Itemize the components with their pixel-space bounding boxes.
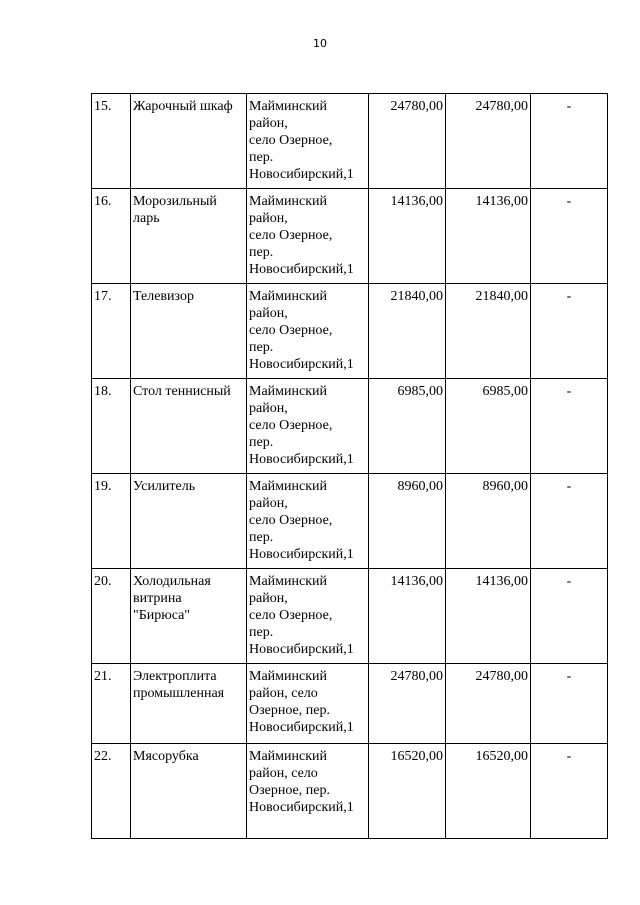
- value-2: 14136,00: [446, 189, 531, 284]
- note-cell: -: [531, 664, 608, 744]
- address-line: Новосибирский,1: [249, 452, 354, 467]
- note-cell: -: [531, 94, 608, 189]
- item-name-line: Усилитель: [133, 479, 196, 494]
- address-line: Озерное, пер.: [249, 783, 330, 798]
- value-1: 24780,00: [369, 664, 446, 744]
- address-line: Новосибирский,1: [249, 357, 354, 372]
- address-line: пер.: [249, 625, 274, 640]
- address-line: Майминский: [249, 749, 327, 764]
- address-line: район,: [249, 211, 288, 226]
- table-row: [92, 94, 608, 189]
- item-name-line: витрина: [133, 591, 182, 606]
- item-name-line: Электроплита: [133, 669, 217, 684]
- row-number: 19.: [92, 474, 131, 569]
- table-row: [92, 664, 608, 744]
- value-2: 6985,00: [446, 379, 531, 474]
- row-number: 17.: [92, 284, 131, 379]
- address-line: Новосибирский,1: [249, 262, 354, 277]
- address-line: пер.: [249, 530, 274, 545]
- address-line: Майминский: [249, 289, 327, 304]
- row-number: 18.: [92, 379, 131, 474]
- address-line: село Озерное,: [249, 323, 333, 338]
- note-cell: -: [531, 569, 608, 664]
- item-name: [131, 744, 247, 839]
- address-line: район,: [249, 496, 288, 511]
- row-number: 20.: [92, 569, 131, 664]
- value-1: 8960,00: [369, 474, 446, 569]
- inventory-table: [91, 93, 608, 839]
- item-address: [247, 744, 369, 839]
- item-name-line: Холодильная: [133, 574, 211, 589]
- row-number: 21.: [92, 664, 131, 744]
- address-line: Озерное, пер.: [249, 703, 330, 718]
- item-name: [131, 189, 247, 284]
- row-number: 15.: [92, 94, 131, 189]
- item-name-line: ларь: [133, 211, 160, 226]
- address-line: пер.: [249, 150, 274, 165]
- value-1: 21840,00: [369, 284, 446, 379]
- value-2: 24780,00: [446, 664, 531, 744]
- page-number: 10: [313, 37, 327, 50]
- value-2: 21840,00: [446, 284, 531, 379]
- address-line: Новосибирский,1: [249, 167, 354, 182]
- address-line: пер.: [249, 245, 274, 260]
- address-line: Майминский: [249, 669, 327, 684]
- address-line: район,: [249, 401, 288, 416]
- item-address: [247, 189, 369, 284]
- item-address: [247, 474, 369, 569]
- address-line: Новосибирский,1: [249, 800, 354, 815]
- value-1: 16520,00: [369, 744, 446, 839]
- item-address: [247, 284, 369, 379]
- row-number: 16.: [92, 189, 131, 284]
- item-address: [247, 664, 369, 744]
- table-row: [92, 744, 608, 839]
- address-line: Майминский: [249, 574, 327, 589]
- address-line: район,: [249, 306, 288, 321]
- value-1: 14136,00: [369, 569, 446, 664]
- address-line: Новосибирский,1: [249, 720, 354, 735]
- address-line: пер.: [249, 340, 274, 355]
- value-2: 16520,00: [446, 744, 531, 839]
- address-line: район,: [249, 591, 288, 606]
- note-cell: -: [531, 474, 608, 569]
- table-row: [92, 189, 608, 284]
- value-2: 8960,00: [446, 474, 531, 569]
- address-line: село Озерное,: [249, 513, 333, 528]
- table-row: [92, 284, 608, 379]
- address-line: Майминский: [249, 99, 327, 114]
- item-address: [247, 379, 369, 474]
- item-name: [131, 379, 247, 474]
- address-line: Новосибирский,1: [249, 547, 354, 562]
- value-1: 14136,00: [369, 189, 446, 284]
- address-line: село Озерное,: [249, 133, 333, 148]
- item-name: [131, 474, 247, 569]
- item-name-line: Телевизор: [133, 289, 194, 304]
- note-cell: -: [531, 379, 608, 474]
- address-line: Майминский: [249, 479, 327, 494]
- address-line: Новосибирский,1: [249, 642, 354, 657]
- address-line: Майминский: [249, 384, 327, 399]
- address-line: село Озерное,: [249, 418, 333, 433]
- item-address: [247, 94, 369, 189]
- table-row: [92, 474, 608, 569]
- address-line: село Озерное,: [249, 608, 333, 623]
- value-2: 14136,00: [446, 569, 531, 664]
- table-row: [92, 379, 608, 474]
- item-name-line: Мясорубка: [133, 749, 199, 764]
- address-line: пер.: [249, 435, 274, 450]
- item-name-line: Морозильный: [133, 194, 217, 209]
- item-name: [131, 664, 247, 744]
- address-line: село Озерное,: [249, 228, 333, 243]
- note-cell: -: [531, 189, 608, 284]
- row-number: 22.: [92, 744, 131, 839]
- item-name-line: Стол теннисный: [133, 384, 231, 399]
- value-2: 24780,00: [446, 94, 531, 189]
- item-name: [131, 569, 247, 664]
- item-address: [247, 569, 369, 664]
- value-1: 24780,00: [369, 94, 446, 189]
- note-cell: -: [531, 284, 608, 379]
- item-name-line: промышленная: [133, 686, 225, 701]
- value-1: 6985,00: [369, 379, 446, 474]
- address-line: Майминский: [249, 194, 327, 209]
- item-name: [131, 94, 247, 189]
- note-cell: -: [531, 744, 608, 839]
- item-name: [131, 284, 247, 379]
- address-line: район,: [249, 116, 288, 131]
- address-line: район, село: [249, 766, 318, 781]
- item-name-line: Жарочный шкаф: [133, 99, 233, 114]
- table-row: [92, 569, 608, 664]
- item-name-line: "Бирюса": [133, 608, 191, 623]
- address-line: район, село: [249, 686, 318, 701]
